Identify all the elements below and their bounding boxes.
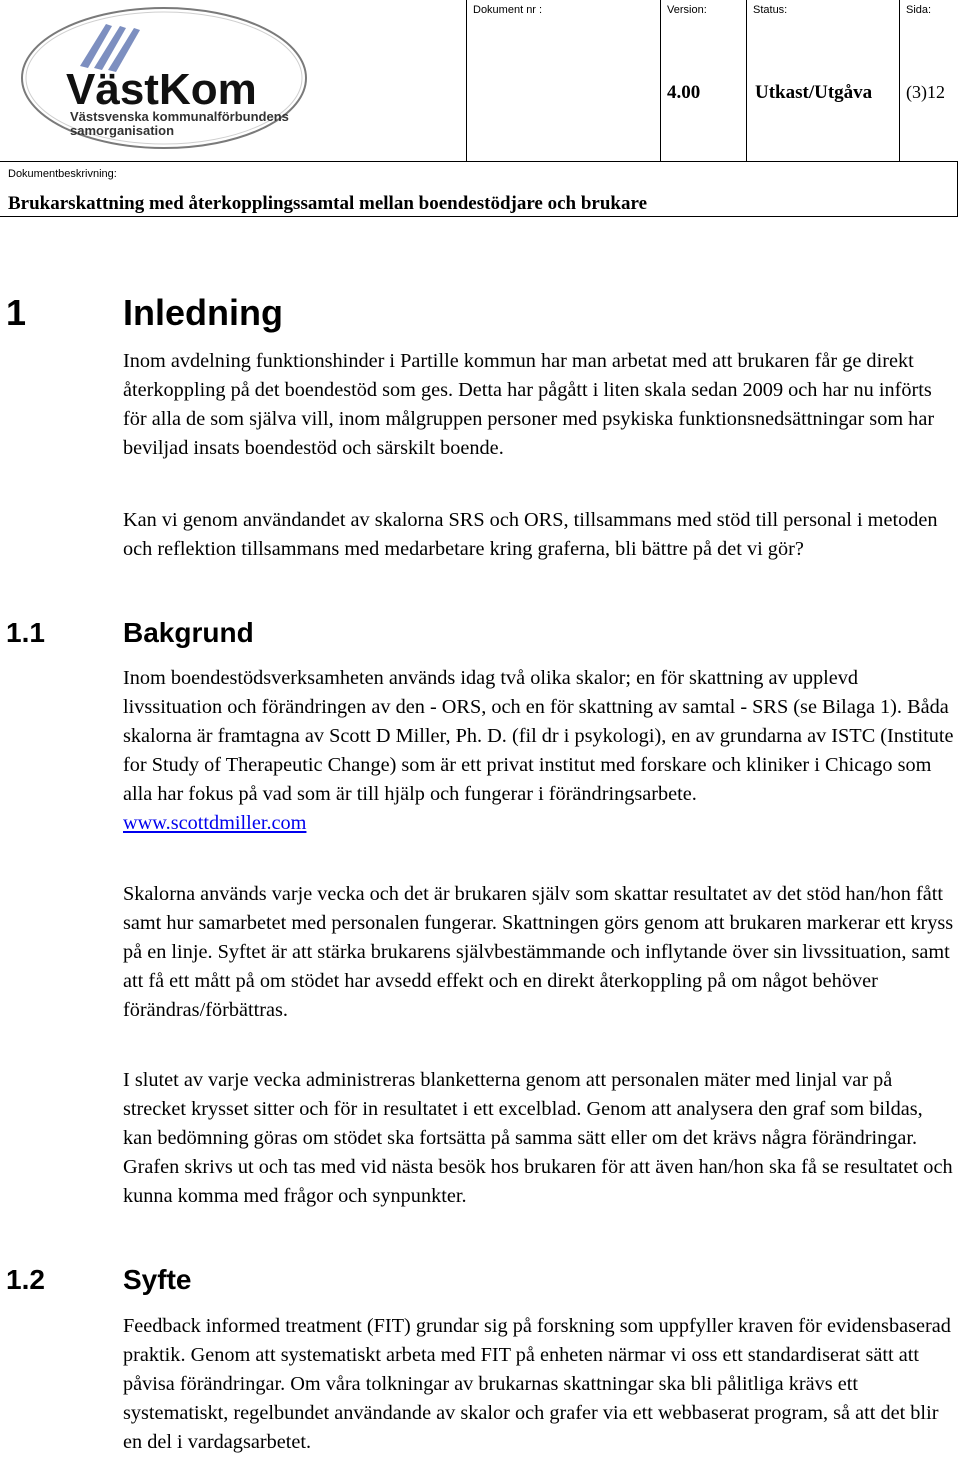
status-value: Utkast/Utgåva [755,82,873,103]
page-value: (3)12 [906,82,945,102]
section-1-1-paragraph-1 [123,664,957,838]
section-1-title: Inledning [123,292,283,333]
description-row [0,161,958,217]
logo-cell [0,0,467,162]
version-cell [660,0,747,162]
description-value: Brukarskattning med återkopplingssamtal mellan boendestödjare och brukare [8,193,648,214]
vastkom-logo [8,4,328,154]
section-1-2-title: Syfte [123,1264,192,1295]
section-1-1-number: 1.1 [6,617,45,648]
logo-subtitle-2: samorganisation [70,123,175,138]
scottdmiller-link[interactable]: www.scottdmiller.com [123,812,307,834]
version-label: Version: [667,4,707,16]
description-label: Dokumentbeskrivning: [8,168,117,180]
doc-number-cell [466,0,661,162]
page-label: Sida: [906,4,932,16]
section-1-paragraph-2: Kan vi genom användandet av skalorna SRS och ORS, tillsammans med stöd till personal i metoden och reflektion tillsammans med medarbetare kring graferna, bli bättre på det vi gör? [123,509,938,560]
section-1-1-paragraph-3: I slutet av varje vecka administreras blanketterna genom att personalen mäter med linjal var på strecket krysset sitter och för in resultatet i ett excelblad. Genom att analysera den graf som bildas, kan bedömning göras om stödet ska fortsätta på samma sätt eller om det krävs några förändringar. Grafen skrivs ut och tas med vid nästa besök hos brukaren för att även han/hon ska få se resultatet och kunna komma med frågor och synpunkter. [123,1069,953,1207]
section-1-2-number: 1.2 [6,1264,45,1295]
section-1-1-title: Bakgrund [123,617,254,648]
status-cell [746,0,900,162]
section-1-number: 1 [6,292,27,333]
section-1-2-paragraph-1: Feedback informed treatment (FIT) grundar sig på forskning som uppfyller kraven för evidensbaserad praktik. Genom att systematiskt arbeta med FIT på enheten närmar vi oss ett standardiserat sätt att påvisa förändringar. Om våra tolkningar av brukarnas skattningar ska bli pålitliga krävs ett systematiskt, regelbundet användande av skalor och grafer via ett webbaserat program, så att det blir en del i vardagsarbetet. [123,1315,951,1453]
section-1-paragraph-1: Inom avdelning funktionshinder i Partille kommun har man arbetat med att brukaren får ge direkt återkoppling på det boendestöd som ges. Detta har pågått i liten skala sedan 2009 och har nu införts för alla de som själva vill, inom målgruppen personer med psykiska funktionsnedsättningar som har beviljad insats boendestöd och särskilt boende. [123,350,935,459]
doc-number-label: Dokument nr : [473,4,543,16]
document-header [0,0,958,216]
section-1-1-paragraph-1-text: Inom boendestödsverksamheten används idag två olika skalor; en för skattning av upplevd livssituation och förändringen av den - ORS, och en för skattning av samtal - SRS (se Bilaga 1). Båda skalorna är framtagna av Scott D Miller, Ph. D. (fil dr i psykologi), en av grundarna av ISTC (Institute for Study of Therapeutic Change) som är ett privat institut med forskare och kliniker i Chicago som alla har fokus på vad som är till hjälp och fungerar i förändringsarbete. [123,667,954,805]
section-1-1-paragraph-2: Skalorna används varje vecka och det är brukaren själv som skattar resultatet av det stöd han/hon fått samt hur samarbetet med personalen fungerar. Skattningen görs genom att brukaren markerar ett kryss på en linje. Syftet är att stärka brukarens självbestämmande och inflytande över sin livssituation, samt att få ett mått på om stödet har avsedd effekt och en direkt återkoppling på om något behöver förändras/förbättras. [123,883,954,1021]
page-cell [899,0,958,162]
version-value: 4.00 [667,82,701,103]
logo-subtitle-1: Västsvenska kommunalförbundens [70,109,289,124]
status-label: Status: [753,4,788,16]
logo-brand-text: VästKom [66,65,257,114]
